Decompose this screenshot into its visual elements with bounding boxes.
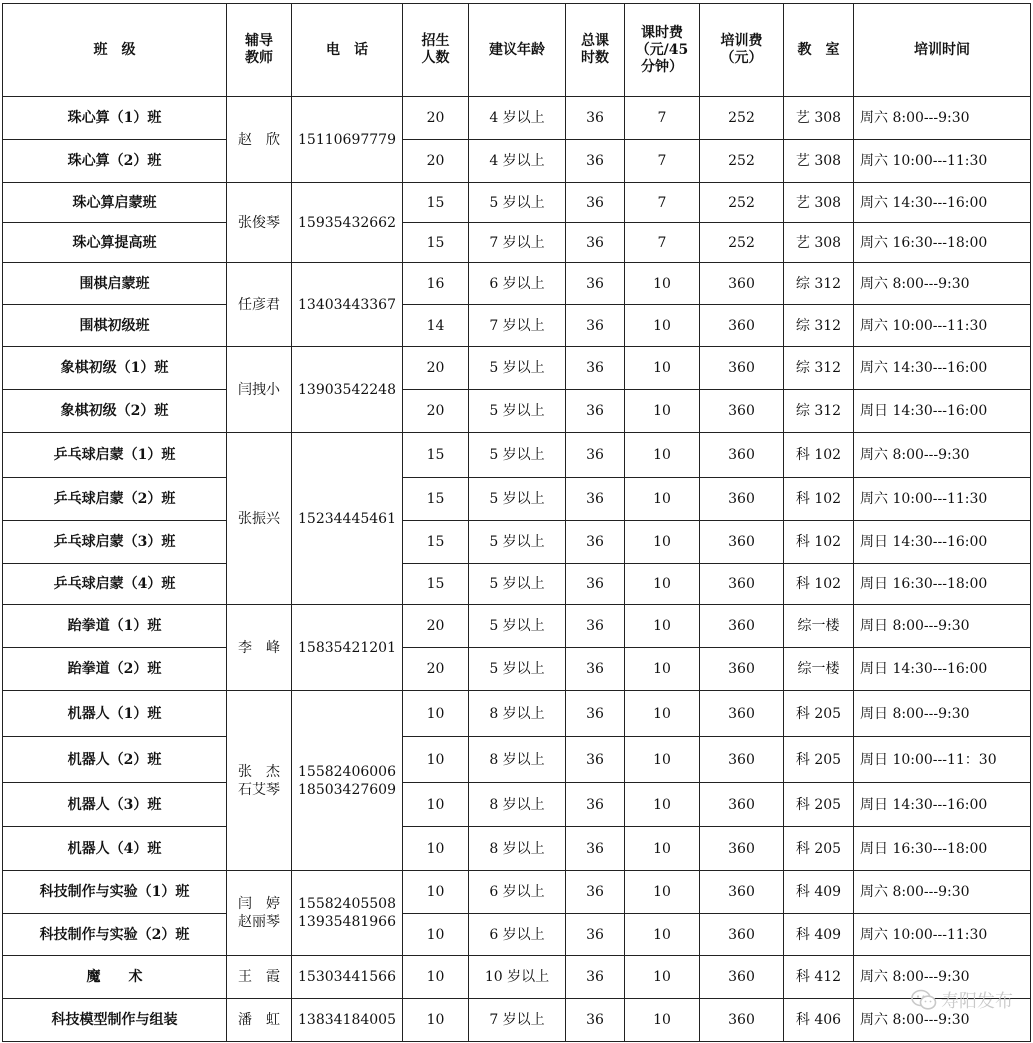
time-cell: 周日 14:30---16:00 [854,390,1031,433]
table-row [3,914,1031,956]
rate-cell: 10 [625,263,700,305]
rate-cell: 10 [625,648,700,691]
fee-cell: 360 [700,478,784,521]
time-cell: 周六 10:00---11:30 [854,305,1031,347]
enroll-cell: 15 [403,183,469,223]
age-cell: 5 岁以上 [469,605,566,648]
time-cell: 周六 8:00---9:30 [854,956,1031,999]
room-cell: 艺 308 [784,223,854,263]
time-cell: 周日 16:30---18:00 [854,564,1031,605]
rate-cell: 10 [625,521,700,564]
watermark [911,987,1013,1013]
room-cell: 艺 308 [784,183,854,223]
class-name-cell: 珠心算（2）班 [3,140,227,183]
table-row [3,347,1031,390]
enroll-cell: 15 [403,521,469,564]
table-row [3,478,1031,521]
hours-cell: 36 [566,390,625,433]
teacher-cell: 闫拽小 [227,347,292,433]
class-name-cell: 珠心算提高班 [3,223,227,263]
room-cell: 综 312 [784,305,854,347]
rate-cell: 10 [625,956,700,999]
room-cell: 科 409 [784,871,854,914]
class-name-cell: 珠心算启蒙班 [3,183,227,223]
room-cell: 科 205 [784,737,854,783]
class-name-cell: 跆拳道（1）班 [3,605,227,648]
age-cell: 8 岁以上 [469,737,566,783]
room-cell: 综 312 [784,347,854,390]
enroll-cell: 10 [403,737,469,783]
age-cell: 5 岁以上 [469,648,566,691]
rate-cell: 10 [625,999,700,1042]
fee-cell: 360 [700,956,784,999]
class-name-cell: 科技模型制作与组装 [3,999,227,1042]
age-cell: 5 岁以上 [469,433,566,478]
rate-cell: 10 [625,564,700,605]
age-cell: 5 岁以上 [469,521,566,564]
class-name-cell: 科技制作与实验（1）班 [3,871,227,914]
teacher-cell: 闫 婷 赵丽琴 [227,871,292,956]
time-cell: 周六 8:00---9:30 [854,263,1031,305]
rate-cell: 10 [625,347,700,390]
room-cell: 科 102 [784,521,854,564]
room-cell: 综一楼 [784,605,854,648]
rate-cell: 10 [625,827,700,871]
room-cell: 科 409 [784,914,854,956]
fee-cell: 360 [700,648,784,691]
room-cell: 科 205 [784,827,854,871]
fee-cell: 360 [700,691,784,737]
age-cell: 7 岁以上 [469,999,566,1042]
age-cell: 8 岁以上 [469,827,566,871]
room-cell: 艺 308 [784,97,854,140]
class-name-cell: 机器人（4）班 [3,827,227,871]
rate-cell: 10 [625,871,700,914]
time-cell: 周六 10:00---11:30 [854,914,1031,956]
table-row [3,433,1031,478]
table-row [3,97,1031,140]
hours-cell: 36 [566,737,625,783]
header-hours: 总课 时数 [566,4,625,97]
fee-cell: 360 [700,347,784,390]
enroll-cell: 10 [403,956,469,999]
phone-cell: 15935432662 [292,183,403,263]
table-row [3,390,1031,433]
table-row [3,999,1031,1042]
rate-cell: 7 [625,140,700,183]
teacher-cell: 任彦君 [227,263,292,347]
time-cell: 周六 8:00---9:30 [854,871,1031,914]
class-name-cell: 机器人（3）班 [3,783,227,827]
time-cell: 周日 14:30---16:00 [854,521,1031,564]
hours-cell: 36 [566,347,625,390]
phone-cell: 15582405508 13935481966 [292,871,403,956]
room-cell: 综 312 [784,390,854,433]
time-cell: 周六 10:00---11:30 [854,140,1031,183]
enroll-cell: 10 [403,783,469,827]
class-name-cell: 魔 术 [3,956,227,999]
class-name-cell: 围棋初级班 [3,305,227,347]
class-name-cell: 乒乓球启蒙（3）班 [3,521,227,564]
hours-cell: 36 [566,97,625,140]
watermark-text: 寿阳发布 [941,991,1013,1012]
table-row [3,263,1031,305]
header-fee: 培训费 （元） [700,4,784,97]
rate-cell: 10 [625,478,700,521]
phone-cell: 15303441566 [292,956,403,999]
room-cell: 科 205 [784,783,854,827]
schedule-table [2,3,1031,1042]
rate-cell: 10 [625,914,700,956]
room-cell: 科 412 [784,956,854,999]
class-name-cell: 珠心算（1）班 [3,97,227,140]
enroll-cell: 15 [403,223,469,263]
time-cell: 周日 14:30---16:00 [854,783,1031,827]
fee-cell: 252 [700,223,784,263]
hours-cell: 36 [566,305,625,347]
hours-cell: 36 [566,140,625,183]
hours-cell: 36 [566,827,625,871]
hours-cell: 36 [566,956,625,999]
class-name-cell: 乒乓球启蒙（1）班 [3,433,227,478]
table-row [3,223,1031,263]
age-cell: 8 岁以上 [469,691,566,737]
time-cell: 周六 16:30---18:00 [854,223,1031,263]
teacher-cell: 张俊琴 [227,183,292,263]
age-cell: 6 岁以上 [469,871,566,914]
rate-cell: 10 [625,390,700,433]
time-cell: 周六 14:30---16:00 [854,347,1031,390]
time-cell: 周日 8:00---9:30 [854,691,1031,737]
room-cell: 科 102 [784,433,854,478]
class-name-cell: 象棋初级（2）班 [3,390,227,433]
class-name-cell: 机器人（1）班 [3,691,227,737]
class-name-cell: 跆拳道（2）班 [3,648,227,691]
enroll-cell: 10 [403,914,469,956]
phone-cell: 13903542248 [292,347,403,433]
phone-cell: 15835421201 [292,605,403,691]
hours-cell: 36 [566,871,625,914]
enroll-cell: 10 [403,999,469,1042]
table-row [3,605,1031,648]
phone-cell: 15234445461 [292,433,403,605]
hours-cell: 36 [566,691,625,737]
enroll-cell: 20 [403,140,469,183]
age-cell: 6 岁以上 [469,914,566,956]
fee-cell: 252 [700,140,784,183]
header-class: 班 级 [3,4,227,97]
time-cell: 周六 8:00---9:30 [854,999,1031,1042]
hours-cell: 36 [566,564,625,605]
table-row [3,691,1031,737]
time-cell: 周六 8:00---9:30 [854,97,1031,140]
fee-cell: 360 [700,390,784,433]
fee-cell: 360 [700,737,784,783]
enroll-cell: 10 [403,871,469,914]
age-cell: 5 岁以上 [469,347,566,390]
hours-cell: 36 [566,521,625,564]
header-rate: 课时费 （元/45 分钟） [625,4,700,97]
class-name-cell: 科技制作与实验（2）班 [3,914,227,956]
room-cell: 综一楼 [784,648,854,691]
age-cell: 4 岁以上 [469,97,566,140]
fee-cell: 360 [700,564,784,605]
rate-cell: 10 [625,605,700,648]
hours-cell: 36 [566,223,625,263]
rate-cell: 7 [625,97,700,140]
class-name-cell: 乒乓球启蒙（4）班 [3,564,227,605]
table-row [3,564,1031,605]
table-row [3,871,1031,914]
class-name-cell: 围棋启蒙班 [3,263,227,305]
enroll-cell: 14 [403,305,469,347]
time-cell: 周日 10:00---11：30 [854,737,1031,783]
enroll-cell: 20 [403,605,469,648]
hours-cell: 36 [566,648,625,691]
room-cell: 科 102 [784,478,854,521]
table-row [3,305,1031,347]
rate-cell: 7 [625,183,700,223]
time-cell: 周日 16:30---18:00 [854,827,1031,871]
age-cell: 5 岁以上 [469,183,566,223]
enroll-cell: 15 [403,564,469,605]
enroll-cell: 15 [403,433,469,478]
enroll-cell: 10 [403,691,469,737]
header-phone: 电 话 [292,4,403,97]
phone-cell: 13834184005 [292,999,403,1042]
fee-cell: 252 [700,97,784,140]
teacher-cell: 王 霞 [227,956,292,999]
enroll-cell: 20 [403,390,469,433]
age-cell: 7 岁以上 [469,223,566,263]
table-row [3,183,1031,223]
age-cell: 4 岁以上 [469,140,566,183]
table-row [3,737,1031,783]
teacher-cell: 李 峰 [227,605,292,691]
room-cell: 科 205 [784,691,854,737]
room-cell: 科 102 [784,564,854,605]
hours-cell: 36 [566,605,625,648]
enroll-cell: 10 [403,827,469,871]
header-enroll: 招生 人数 [403,4,469,97]
rate-cell: 10 [625,305,700,347]
age-cell: 5 岁以上 [469,564,566,605]
table-row [3,783,1031,827]
hours-cell: 36 [566,263,625,305]
class-name-cell: 机器人（2）班 [3,737,227,783]
enroll-cell: 16 [403,263,469,305]
room-cell: 综 312 [784,263,854,305]
time-cell: 周日 14:30---16:00 [854,648,1031,691]
age-cell: 10 岁以上 [469,956,566,999]
age-cell: 6 岁以上 [469,263,566,305]
age-cell: 8 岁以上 [469,783,566,827]
fee-cell: 360 [700,783,784,827]
teacher-cell: 张 杰 石艾琴 [227,691,292,871]
teacher-cell: 潘 虹 [227,999,292,1042]
hours-cell: 36 [566,999,625,1042]
table-row [3,648,1031,691]
room-cell: 艺 308 [784,140,854,183]
rate-cell: 10 [625,433,700,478]
enroll-cell: 20 [403,648,469,691]
time-cell: 周六 10:00---11:30 [854,478,1031,521]
phone-cell: 13403443367 [292,263,403,347]
table-row [3,827,1031,871]
wechat-icon [911,989,937,1011]
rate-cell: 10 [625,737,700,783]
fee-cell: 360 [700,263,784,305]
fee-cell: 360 [700,999,784,1042]
fee-cell: 360 [700,521,784,564]
time-cell: 周日 8:00---9:30 [854,605,1031,648]
rate-cell: 10 [625,691,700,737]
age-cell: 7 岁以上 [469,305,566,347]
hours-cell: 36 [566,478,625,521]
teacher-cell: 张振兴 [227,433,292,605]
enroll-cell: 15 [403,478,469,521]
fee-cell: 360 [700,305,784,347]
fee-cell: 360 [700,827,784,871]
hours-cell: 36 [566,433,625,478]
table-body [3,97,1031,1042]
age-cell: 5 岁以上 [469,390,566,433]
table-row [3,956,1031,999]
header-row [3,4,1031,97]
rate-cell: 10 [625,783,700,827]
rate-cell: 7 [625,223,700,263]
header-time: 培训时间 [854,4,1031,97]
fee-cell: 360 [700,914,784,956]
age-cell: 5 岁以上 [469,478,566,521]
fee-cell: 252 [700,183,784,223]
enroll-cell: 20 [403,347,469,390]
hours-cell: 36 [566,783,625,827]
fee-cell: 360 [700,871,784,914]
table-row [3,140,1031,183]
class-name-cell: 象棋初级（1）班 [3,347,227,390]
room-cell: 科 406 [784,999,854,1042]
hours-cell: 36 [566,183,625,223]
header-teacher: 辅导 教师 [227,4,292,97]
phone-cell: 15110697779 [292,97,403,183]
hours-cell: 36 [566,914,625,956]
header-room: 教 室 [784,4,854,97]
phone-cell: 15582406006 18503427609 [292,691,403,871]
time-cell: 周六 14:30---16:00 [854,183,1031,223]
teacher-cell: 赵 欣 [227,97,292,183]
time-cell: 周六 8:00---9:30 [854,433,1031,478]
header-age: 建议年龄 [469,4,566,97]
fee-cell: 360 [700,605,784,648]
fee-cell: 360 [700,433,784,478]
enroll-cell: 20 [403,97,469,140]
class-name-cell: 乒乓球启蒙（2）班 [3,478,227,521]
table-row [3,521,1031,564]
